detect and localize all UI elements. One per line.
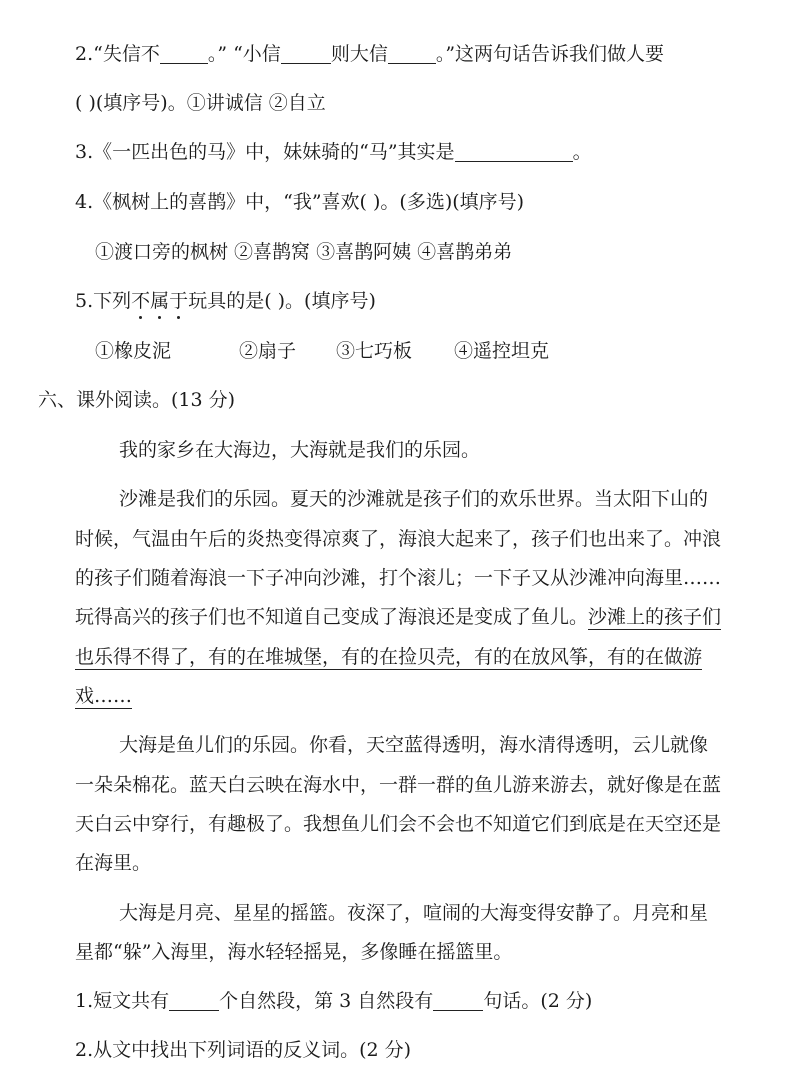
passage-p3-line: 一朵朵棉花。蓝天白云映在海水中，一群一群的鱼儿游来游去，就好像是在蓝 xyxy=(75,774,722,796)
passage-p2-line xyxy=(75,687,132,706)
question-2-line-1 xyxy=(75,45,664,64)
passage-p4-line: 大海是月亮、星星的摇篮。夜深了，喧闹的大海变得安静了。月亮和星 xyxy=(119,902,709,924)
q3-text-a: 3.《一匹出色的马》中，妹妹骑的“马”其实是 xyxy=(75,141,455,163)
passage-p2-line xyxy=(75,648,702,667)
sub1-text-b: 个自然段，第 3 自然段有 xyxy=(219,990,434,1012)
q3-blank[interactable] xyxy=(455,143,573,162)
question-2-line-2: ( )(填序号)。①讲诚信 ②自立 xyxy=(75,92,326,114)
passage-underlined-text: 戏…… xyxy=(75,685,133,707)
q5-option: ①橡皮泥 xyxy=(95,340,172,362)
passage-p2-line: 的孩子们随着海浪一下子冲向沙滩，打个滚儿；一下子又从沙滩冲向海里…… xyxy=(75,567,722,589)
q5-text-a: 5.下列 xyxy=(75,290,132,312)
q5-text-b: 玩具的是( )。(填序号) xyxy=(188,290,376,312)
question-5-options xyxy=(95,342,549,361)
passage-p3-line: 天白云中穿行，有趣极了。我想鱼儿们会不会也不知道它们到底是在天空还是 xyxy=(75,813,722,835)
passage-p4-line: 星都“躲”入海里，海水轻轻摇晃，多像睡在摇篮里。 xyxy=(75,941,513,963)
passage-p3-line: 大海是鱼儿们的乐园。你看，天空蓝得透明，海水清得透明，云儿就像 xyxy=(119,734,709,756)
passage-p3-line: 在海里。 xyxy=(75,852,152,874)
passage-p2-text: 玩得高兴的孩子们也不知道自己变成了海浪还是变成了鱼儿。 xyxy=(75,606,589,628)
question-3 xyxy=(75,143,592,162)
q5-emphasis-char: 于 xyxy=(169,290,189,312)
passage-p2-line: 沙滩是我们的乐园。夏天的沙滩就是孩子们的欢乐世界。当太阳下山的 xyxy=(119,488,709,510)
section-6-title: 六、课外阅读。(13 分) xyxy=(38,389,236,411)
q5-option: ②扇子 xyxy=(239,340,297,362)
q2-text-c: 则大信 xyxy=(330,43,388,65)
passage-underlined-text: 也乐得不得了，有的在堆城堡，有的在捡贝壳，有的在放风筝，有的在做游 xyxy=(75,646,703,668)
reading-question-2: 2.从文中找出下列词语的反义词。(2 分) xyxy=(75,1039,412,1061)
passage-p2-line: 时候，气温由午后的炎热变得凉爽了，海浪大起来了，孩子们也出来了。冲浪 xyxy=(75,528,722,550)
sub1-blank-1[interactable] xyxy=(169,992,219,1011)
passage-paragraph-1: 我的家乡在大海边，大海就是我们的乐园。 xyxy=(119,439,481,461)
sub1-text-a: 1.短文共有 xyxy=(75,990,170,1012)
question-4-options: ①渡口旁的枫树 ②喜鹊窝 ③喜鹊阿姨 ④喜鹊弟弟 xyxy=(95,241,513,263)
sub1-blank-2[interactable] xyxy=(433,992,483,1011)
question-5-stem xyxy=(75,292,376,311)
q5-emphasis-char: 不 xyxy=(131,290,151,312)
q2-text-b: 。” “小信 xyxy=(207,43,281,65)
passage-p2-line xyxy=(75,608,721,627)
question-4-stem: 4.《枫树上的喜鹊》中，“我”喜欢( )。(多选)(填序号) xyxy=(75,191,525,213)
q5-emphasis-char: 属 xyxy=(150,290,170,312)
q5-option: ④遥控坦克 xyxy=(454,340,550,362)
q2-text-a: 2.“失信不 xyxy=(75,43,160,65)
passage-underlined-text: 沙滩上的孩子们 xyxy=(588,606,722,628)
sub1-text-c: 句话。(2 分) xyxy=(483,990,593,1012)
q3-text-b: 。 xyxy=(572,141,592,163)
q5-option: ③七巧板 xyxy=(336,340,413,362)
q2-text-d: 。”这两句话告诉我们做人要 xyxy=(435,43,665,65)
q2-blank-2[interactable] xyxy=(281,45,331,64)
reading-question-1 xyxy=(75,992,592,1011)
q2-blank-1[interactable] xyxy=(160,45,208,64)
q2-blank-3[interactable] xyxy=(388,45,436,64)
